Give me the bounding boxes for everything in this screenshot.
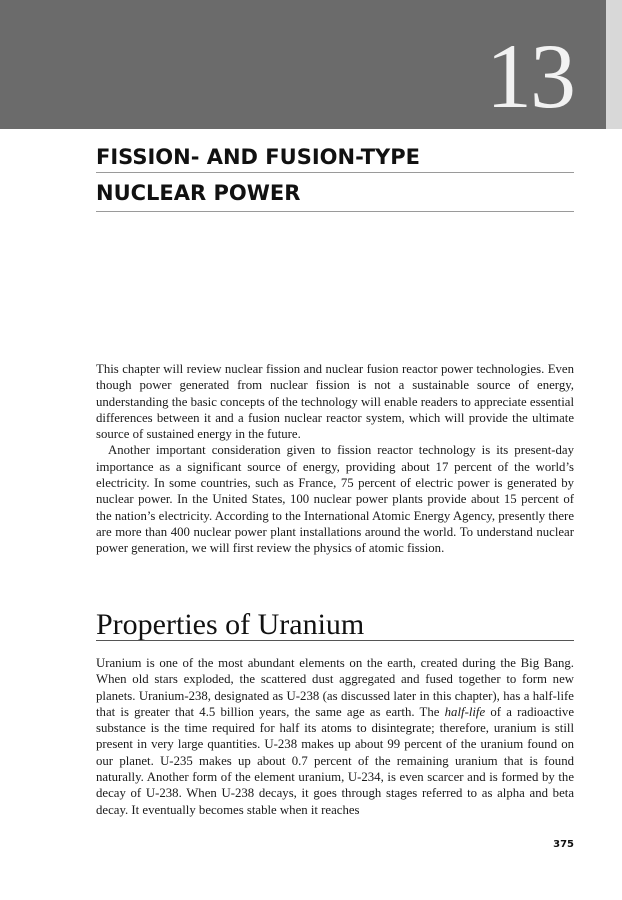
intro-paragraph-2: Another important consideration given to fission reactor technology is its present-day importance as a significant source of energy, providing about 17 percent of the world’s electricity. In some countries, such as France, 75 percent of electric power is generated by nuclear power. In the United States, 100 nuclear power plants provide about 15 percent of the nation’s electricity. According to the International Atomic Energy Agency, presently there are more than 400 nuclear power plant installations around the world. To understand nuclear power generation, we will first review the physics of atomic fission.	[96, 443, 574, 556]
section-heading: Properties of Uranium	[96, 608, 365, 641]
half-life-term: half-life	[444, 704, 486, 719]
title-rule-bottom	[96, 211, 574, 212]
section-body	[96, 655, 574, 818]
chapter-title-line-1: FISSION- AND FUSION-TYPE	[96, 145, 420, 169]
chapter-title-line-2: NUCLEAR POWER	[96, 181, 301, 205]
section-paragraph-1	[96, 655, 574, 818]
section-paragraph-1-part-1: Uranium is one of the most abundant elements on the earth, created during the Big Bang. When old stars exploded, the scattered dust aggregated and fused together to form new planets. Uranium-238, designated as U-238 (as discussed later in this chapter), has a half-life that is greater that 4.5 billion years, the same age as earth. The	[96, 656, 574, 719]
page-number: 375	[553, 839, 574, 850]
chapter-header-stripe	[606, 0, 622, 129]
intro-paragraph-1: This chapter will review nuclear fission and nuclear fusion reactor power technologies. Even though power generated from nuclear fission is not a sustainable source of energy, understanding the basic concepts of the technology will enable readers to appreciate essential differences between it and a fusion nuclear reactor system, which will provide the ultimate source of sustained energy in the future.	[96, 362, 574, 442]
section-heading-rule	[96, 640, 574, 641]
chapter-number: 13	[486, 25, 574, 127]
chapter-intro	[96, 361, 574, 557]
title-rule-top	[96, 172, 574, 173]
section-paragraph-1-part-2: of a radioactive substance is the time required for half its atoms to disintegrate; therefore, uranium is still present in very large quantities. U-238 makes up about 99 percent of the uranium found on our planet. U-235 makes up about 0.7 percent of the remaining uranium that is found naturally. Another form of the element uranium, U-234, is even scarcer and is formed by the decay of U-238. When U-238 decays, it goes through stages referred to as alpha and beta decay. It eventually becomes stable when it reaches	[96, 704, 575, 817]
